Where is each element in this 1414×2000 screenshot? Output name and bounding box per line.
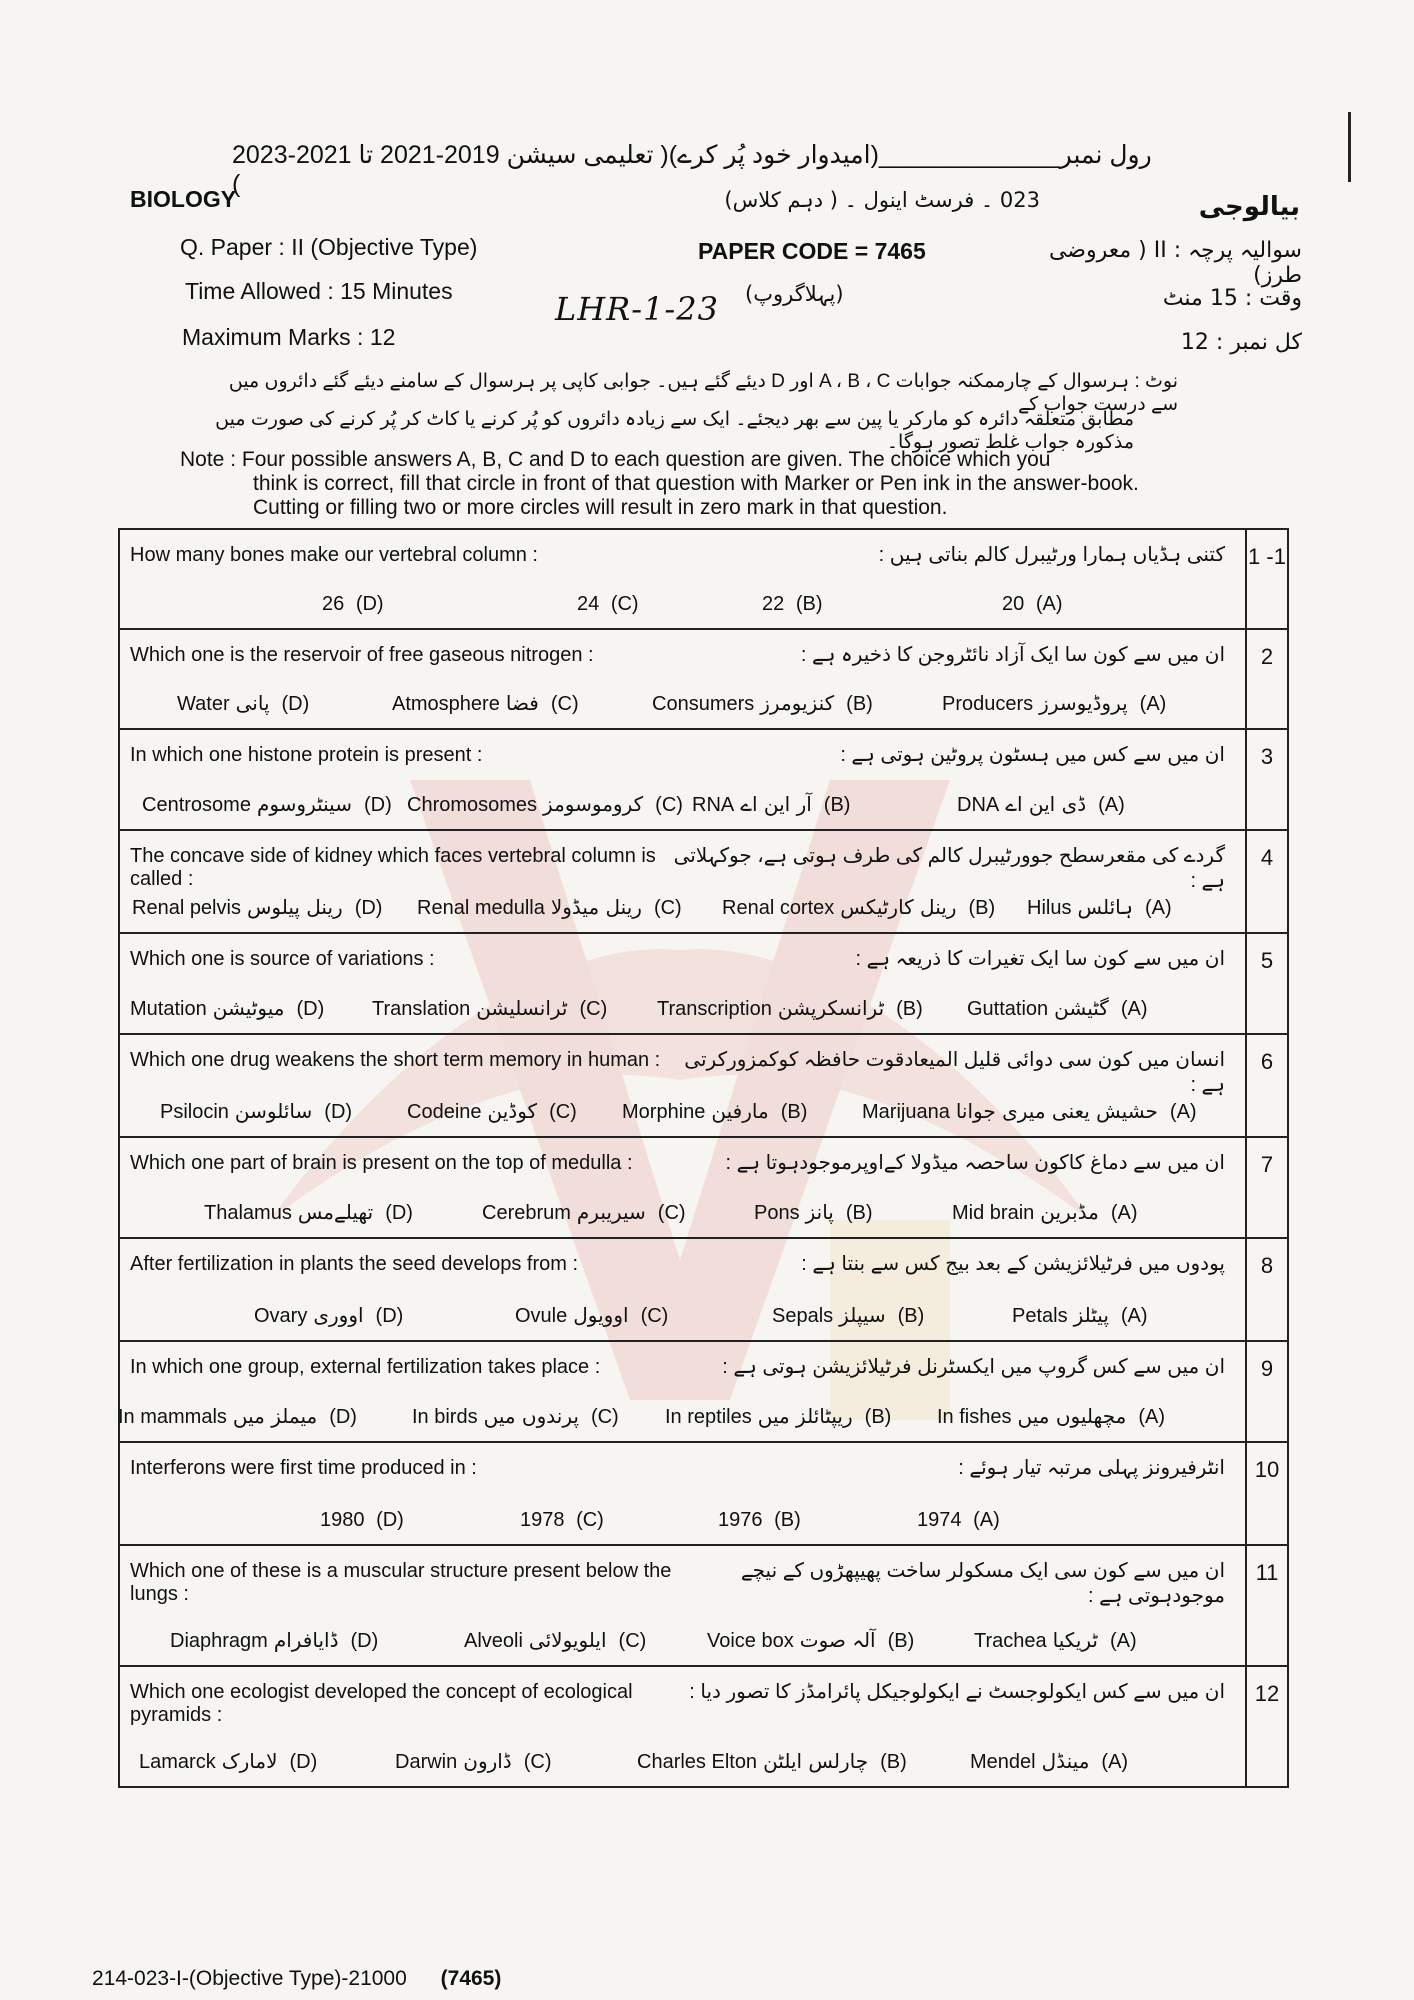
option-text-en: Pons (754, 1202, 800, 1224)
option-text-en: Alveoli (464, 1630, 523, 1652)
question-text-en: Which one ecologist developed the concept of ecological pyramids : (130, 1681, 633, 1726)
option-letter: (D) (324, 1101, 353, 1123)
option-b[interactable] (707, 1628, 914, 1653)
option-text-ur: گٹیشن (1054, 996, 1109, 1020)
marks-ur: کل نمبر : 12 (1180, 330, 1302, 355)
question-number: 12 (1245, 1667, 1287, 1786)
question-text-en: Which one of these is a muscular structure present below the lungs : (130, 1560, 672, 1605)
option-text-ur: آلہ صوت (799, 1628, 876, 1652)
option-letter: (C) (618, 1630, 647, 1652)
option-letter: (C) (523, 1751, 552, 1773)
question-text-ur: ان میں سے کس گروپ میں ایکسٹرنل فرٹیلائزیشن ہوتی ہے : (722, 1356, 1225, 1378)
option-text-en: 1978 (520, 1509, 565, 1531)
question-number: 3 (1245, 730, 1287, 829)
question-number: 2 (1245, 630, 1287, 728)
question-text-ur: ان میں سے کون سا ایک آزاد نائٹروجن کا ذخیرہ ہے : (800, 644, 1225, 666)
option-letter: (C) (590, 1406, 619, 1428)
option-text-en: Chromosomes (407, 794, 538, 816)
option-text-ur: رینل کارٹیکس (840, 895, 957, 919)
option-letter: (B) (795, 593, 823, 615)
option-c[interactable] (577, 593, 639, 616)
option-text-en: Water (177, 693, 230, 715)
question-row (120, 1239, 1287, 1342)
paper-code: PAPER CODE = 7465 (698, 238, 926, 264)
option-text-en: Psilocin (160, 1101, 229, 1123)
option-text-ur: آر این اے (740, 792, 812, 816)
option-text-ur: مینڈل (1041, 1749, 1090, 1773)
option-c[interactable] (412, 1404, 619, 1429)
option-text-en: Renal pelvis (132, 897, 241, 919)
question-number: 4 (1245, 831, 1287, 932)
option-a[interactable] (937, 1404, 1165, 1429)
option-text-en: RNA (692, 794, 735, 816)
note-en-line-1: Note : Four possible answers A, B, C and D to each question are given. The choice which you (180, 448, 1051, 471)
option-b[interactable] (722, 895, 995, 920)
question-text-ur: ان میں سے کس میں ہسٹون پروٹین ہوتی ہے : (840, 744, 1225, 766)
option-a[interactable] (1002, 593, 1062, 616)
option-text-ur: مارفین (711, 1099, 769, 1123)
question-row (120, 1546, 1287, 1667)
option-text-en: 1976 (718, 1509, 763, 1531)
option-letter: (D) (354, 897, 383, 919)
option-text-ur: اوویول (573, 1303, 629, 1327)
note-en-line-2: think is correct, fill that circle in front of that question with Marker or Pen ink in the answer-book. (253, 472, 1139, 495)
option-text-ur: ڈایافرام (273, 1628, 339, 1652)
option-letter: (A) (1101, 1751, 1129, 1773)
option-d[interactable] (142, 792, 392, 817)
option-d[interactable] (170, 1628, 378, 1653)
subject-en: BIOLOGY (130, 186, 237, 212)
option-d[interactable] (130, 996, 324, 1021)
option-text-en: Sepals (772, 1305, 834, 1327)
option-text-ur: پانی (235, 691, 270, 715)
option-a[interactable] (967, 996, 1148, 1021)
option-text-en: Mutation (130, 998, 207, 1020)
option-text-ur: تھیلےمس (297, 1200, 374, 1224)
question-row (120, 934, 1287, 1035)
option-letter: (B) (845, 1202, 873, 1224)
option-text-en: 1980 (320, 1509, 365, 1531)
option-d[interactable] (254, 1303, 403, 1328)
note-en-line-3: Cutting or filling two or more circles will result in zero mark in that question. (253, 496, 948, 519)
question-row (120, 831, 1287, 934)
question-number: 10 (1245, 1443, 1287, 1544)
question-text-ur: کتنی ہڈیاں ہمارا ورٹیبرل کالم بناتی ہیں : (878, 544, 1225, 566)
option-c[interactable] (407, 792, 683, 817)
option-text-en: Darwin (395, 1751, 458, 1773)
group-ur: (پہلاگروپ) (745, 282, 844, 306)
option-letter: (B) (897, 1305, 925, 1327)
option-letter: (B) (887, 1630, 915, 1652)
option-letter: (C) (550, 693, 579, 715)
option-letter: (A) (1120, 998, 1148, 1020)
option-letter: (B) (864, 1406, 892, 1428)
option-text-en: Renal medulla (417, 897, 545, 919)
option-letter: (C) (579, 998, 608, 1020)
question-row (120, 1667, 1287, 1788)
question-row (120, 530, 1287, 630)
time-ur: وقت : 15 منٹ (1162, 286, 1302, 311)
option-c[interactable] (395, 1749, 551, 1774)
option-text-en: Cerebrum (482, 1202, 571, 1224)
question-row (120, 1035, 1287, 1138)
footer-paper-code: (7465) (440, 1967, 502, 1990)
question-number: 9 (1245, 1342, 1287, 1441)
question-row (120, 630, 1287, 730)
option-text-en: Mendel (970, 1751, 1036, 1773)
option-letter: (A) (1035, 593, 1063, 615)
option-a[interactable] (1012, 1303, 1148, 1328)
option-text-en: 1974 (917, 1509, 962, 1531)
option-text-en: In fishes (937, 1406, 1012, 1428)
option-text-en: Ovary (254, 1305, 308, 1327)
question-number: 6 (1245, 1035, 1287, 1136)
question-text-en: After fertilization in plants the seed develops from : (130, 1253, 579, 1275)
option-text-en: In reptiles (665, 1406, 752, 1428)
question-row (120, 1342, 1287, 1443)
option-letter: (A) (1138, 1406, 1166, 1428)
question-text-ur: انٹرفیرونز پہلی مرتبہ تیار ہوئے : (958, 1457, 1225, 1479)
option-d[interactable] (177, 691, 309, 716)
note-urdu-line-1: نوٹ : ہرسوال کے چارممکنہ جوابات A ، B ، C اور D دیئے گئے ہیں۔ جوابی کاپی پر ہرسوال کے سامنے دیئے گئے دائروں میں سے درست جواب کے (228, 371, 1178, 415)
question-text-en: How many bones make our vertebral column : (130, 544, 538, 566)
option-text-en: Mid brain (952, 1202, 1035, 1224)
option-text-ur: سیپلز (839, 1303, 886, 1327)
option-letter: (D) (296, 998, 325, 1020)
option-text-en: Transcription (657, 998, 772, 1020)
option-a[interactable] (974, 1628, 1137, 1653)
option-text-ur: پرندوں میں (483, 1404, 579, 1428)
option-text-ur: حشیش یعنی میری جوانا (955, 1099, 1158, 1123)
option-letter: (A) (1139, 693, 1167, 715)
question-row (120, 730, 1287, 831)
option-letter: (D) (289, 1751, 318, 1773)
option-text-en: Morphine (622, 1101, 706, 1123)
option-text-en: Diaphragm (170, 1630, 268, 1652)
option-text-ur: میوٹیشن (212, 996, 285, 1020)
option-text-en: 22 (762, 593, 785, 615)
option-b[interactable] (622, 1099, 807, 1124)
option-c[interactable] (482, 1200, 686, 1225)
option-text-ur: پانز (805, 1200, 834, 1224)
option-text-ur: کوڈین (487, 1099, 538, 1123)
option-text-en: DNA (957, 794, 1000, 816)
option-c[interactable] (407, 1099, 577, 1124)
option-a[interactable] (942, 691, 1166, 716)
option-text-ur: سیریبرم (576, 1200, 646, 1224)
option-c[interactable] (464, 1628, 646, 1653)
option-text-ur: ٹرانسکرپشن (777, 996, 885, 1020)
option-letter: (B) (880, 1751, 907, 1773)
option-a[interactable] (862, 1099, 1197, 1124)
option-text-en: Trachea (974, 1630, 1047, 1652)
option-a[interactable] (952, 1200, 1138, 1225)
option-text-ur: ٹریکیا (1052, 1628, 1098, 1652)
option-letter: (B) (968, 897, 996, 919)
question-text-ur: ان میں سے کون سی ایک مسکولر ساخت پھیپھڑوں کے نیچے موجودہوتی ہے : (740, 1560, 1225, 1607)
question-number: 8 (1245, 1239, 1287, 1340)
option-letter: (C) (640, 1305, 669, 1327)
option-letter: (A) (1120, 1305, 1148, 1327)
option-text-en: Ovule (515, 1305, 568, 1327)
question-text-ur: ان میں سے دماغ کاکون ساحصہ میڈولا کےاوپرموجودہوتا ہے : (725, 1152, 1225, 1174)
question-text-ur: ان میں سے کس ایکولوجسٹ نے ایکولوجیکل پائرامڈز کا تصور دیا : (689, 1681, 1225, 1703)
option-letter: (B) (774, 1509, 801, 1531)
question-text-en: The concave side of kidney which faces vertebral column is called : (130, 845, 656, 890)
option-text-en: 26 (322, 593, 345, 615)
option-b[interactable] (754, 1200, 873, 1225)
option-text-ur: مچھلیوں میں (1017, 1404, 1127, 1428)
option-text-ur: کنزیومرز (760, 691, 835, 715)
question-text-ur: پودوں میں فرٹیلائزیشن کے بعد بیج کس سے بنتا ہے : (801, 1253, 1225, 1275)
option-text-en: Hilus (1027, 897, 1072, 919)
question-text-en: Which one drug weakens the short term memory in human : (130, 1049, 661, 1071)
option-b[interactable] (665, 1404, 891, 1429)
option-text-en: Marijuana (862, 1101, 950, 1123)
option-text-ur: رینل میڈولا (550, 895, 642, 919)
marks-en: Maximum Marks : 12 (182, 324, 396, 350)
option-b[interactable] (718, 1509, 801, 1532)
question-number: 1 -1 (1245, 530, 1287, 628)
option-letter: (A) (1109, 1630, 1137, 1652)
option-text-en: Renal cortex (722, 897, 835, 919)
question-number: 11 (1245, 1546, 1287, 1665)
paper-ur: سوالیہ پرچہ : II ( معروضی طرز) (1048, 238, 1302, 288)
note-urdu-line-2: مطابق متعلقہ دائرہ کو مارکر یا پین سے بھر دیجئے۔ ایک سے زیادہ دائروں کو پُر کرنے یا کاٹ کر پُر کرنے کی صورت میں مذکورہ جواب غلط تصور ہوگا۔ (215, 409, 1134, 453)
option-b[interactable] (772, 1303, 924, 1328)
option-letter: (C) (655, 794, 683, 816)
option-a[interactable] (970, 1749, 1128, 1774)
option-text-ur: اووری (313, 1303, 364, 1327)
option-text-en: Translation (372, 998, 471, 1020)
option-text-ur: چارلس ایلٹن (763, 1749, 869, 1773)
question-text-en: Which one is the reservoir of free gaseous nitrogen : (130, 644, 594, 666)
footer-code-text: 214-023-I-(Objective Type)-21000 (92, 1967, 407, 1990)
option-text-ur: ٹرانسلیشن (476, 996, 568, 1020)
question-text-ur: گردے کی مقعرسطح جوورٹیبرل کالم کی طرف ہوتی ہے، جوکہلاتی ہے : (673, 845, 1225, 892)
option-letter: (B) (780, 1101, 808, 1123)
option-d[interactable] (132, 895, 382, 920)
option-letter: (B) (823, 794, 851, 816)
option-text-en: Thalamus (204, 1202, 292, 1224)
paper-en: Q. Paper : II (Objective Type) (180, 234, 478, 260)
option-c[interactable] (515, 1303, 668, 1328)
question-text-en: Which one is source of variations : (130, 948, 435, 970)
question-text-en: Interferons were first time produced in : (130, 1457, 477, 1479)
option-d[interactable] (160, 1099, 352, 1124)
option-text-ur: رینل پیلوس (246, 895, 343, 919)
question-text-en: In which one histone protein is present : (130, 744, 483, 766)
question-number: 7 (1245, 1138, 1287, 1237)
question-text-en: In which one group, external fertilization takes place : (130, 1356, 601, 1378)
question-row (120, 1138, 1287, 1239)
option-text-ur: ڈارون (463, 1749, 512, 1773)
option-text-ur: سینٹروسوم (256, 792, 352, 816)
option-text-ur: مڈبرین (1040, 1200, 1099, 1224)
option-d[interactable] (204, 1200, 413, 1225)
option-text-en: 24 (577, 593, 600, 615)
subject-ur: بیالوجی (1198, 192, 1300, 222)
option-letter: (D) (375, 1305, 404, 1327)
option-letter: (C) (549, 1101, 577, 1123)
option-b[interactable] (657, 996, 923, 1021)
option-text-ur: پیٹلز (1073, 1303, 1109, 1327)
option-text-ur: ایلویولائی (528, 1628, 607, 1652)
time-en: Time Allowed : 15 Minutes (185, 278, 453, 304)
option-text-ur: فضا (505, 691, 539, 715)
option-c[interactable] (392, 691, 579, 716)
option-text-ur: میملز میں (232, 1404, 318, 1428)
question-text-ur: انسان میں کون سی دوائی قلیل المیعادقوت حافظہ کوکمزورکرتی ہے : (684, 1049, 1225, 1096)
option-letter: (A) (1110, 1202, 1138, 1224)
option-text-en: 20 (1002, 593, 1025, 615)
option-letter: (D) (329, 1406, 357, 1428)
option-letter: (D) (281, 693, 310, 715)
option-text-en: Guttation (967, 998, 1049, 1020)
option-text-en: In mammals (118, 1406, 227, 1428)
option-letter: (D) (363, 794, 392, 816)
option-text-ur: ہائلس (1077, 895, 1133, 919)
option-letter: (D) (376, 1509, 404, 1531)
option-text-ur: کروموسومز (543, 792, 644, 816)
roll-number-line: رول نمبر_____________(امیدوار خود پُر کرے)( تعلیمی سیشن 2019-2021 تا 2021-2023 ) (232, 141, 1152, 198)
option-letter: (A) (973, 1509, 1000, 1531)
option-text-en: Charles Elton (637, 1751, 758, 1773)
option-text-en: Atmosphere (392, 693, 500, 715)
option-text-en: Voice box (707, 1630, 794, 1652)
option-text-en: Codeine (407, 1101, 482, 1123)
option-b[interactable] (637, 1749, 907, 1774)
option-d[interactable] (322, 593, 384, 616)
question-table (118, 528, 1289, 1788)
option-c[interactable] (417, 895, 682, 920)
option-letter: (A) (1144, 897, 1172, 919)
option-b[interactable] (652, 691, 873, 716)
option-letter: (A) (1169, 1101, 1197, 1123)
option-text-ur: ڈی این اے (1005, 792, 1087, 816)
option-text-en: In birds (412, 1406, 478, 1428)
option-letter: (C) (610, 593, 639, 615)
option-a[interactable] (1027, 895, 1172, 920)
option-d[interactable] (139, 1749, 317, 1774)
option-text-en: Lamarck (139, 1751, 216, 1773)
group-handwritten: LHR-1-23 (555, 290, 719, 328)
option-text-ur: ریپٹائلز میں (757, 1404, 853, 1428)
option-letter: (B) (896, 998, 923, 1020)
option-d[interactable] (118, 1404, 357, 1429)
option-b[interactable] (762, 593, 822, 616)
question-row (120, 1443, 1287, 1546)
option-text-en: Petals (1012, 1305, 1068, 1327)
margin-mark (1348, 112, 1351, 182)
option-c[interactable] (520, 1509, 604, 1532)
option-letter: (C) (576, 1509, 604, 1531)
question-text-en: Which one part of brain is present on the top of medulla : (130, 1152, 633, 1174)
option-text-en: Producers (942, 693, 1034, 715)
option-a[interactable] (917, 1509, 1000, 1532)
question-number: 5 (1245, 934, 1287, 1033)
option-b[interactable] (692, 792, 850, 817)
option-c[interactable] (372, 996, 607, 1021)
option-text-en: Consumers (652, 693, 755, 715)
option-text-ur: لامارک (221, 1749, 278, 1773)
option-text-ur: پروڈیوسرز (1039, 691, 1128, 715)
option-letter: (A) (1098, 794, 1125, 816)
option-letter: (B) (846, 693, 873, 715)
option-letter: (D) (385, 1202, 413, 1224)
option-letter: (C) (653, 897, 682, 919)
option-letter: (D) (350, 1630, 379, 1652)
question-text-ur: ان میں سے کون سا ایک تغیرات کا ذریعہ ہے : (855, 948, 1225, 970)
option-a[interactable] (957, 792, 1125, 817)
option-text-en: Centrosome (142, 794, 251, 816)
class-ur: 023 ۔ فرسٹ اینول ۔ ( دہم کلاس) (724, 188, 1040, 212)
footer-code (92, 1967, 501, 1991)
option-text-ur: سائلوسن (234, 1099, 313, 1123)
option-letter: (D) (355, 593, 384, 615)
option-d[interactable] (320, 1509, 404, 1532)
option-letter: (C) (657, 1202, 686, 1224)
